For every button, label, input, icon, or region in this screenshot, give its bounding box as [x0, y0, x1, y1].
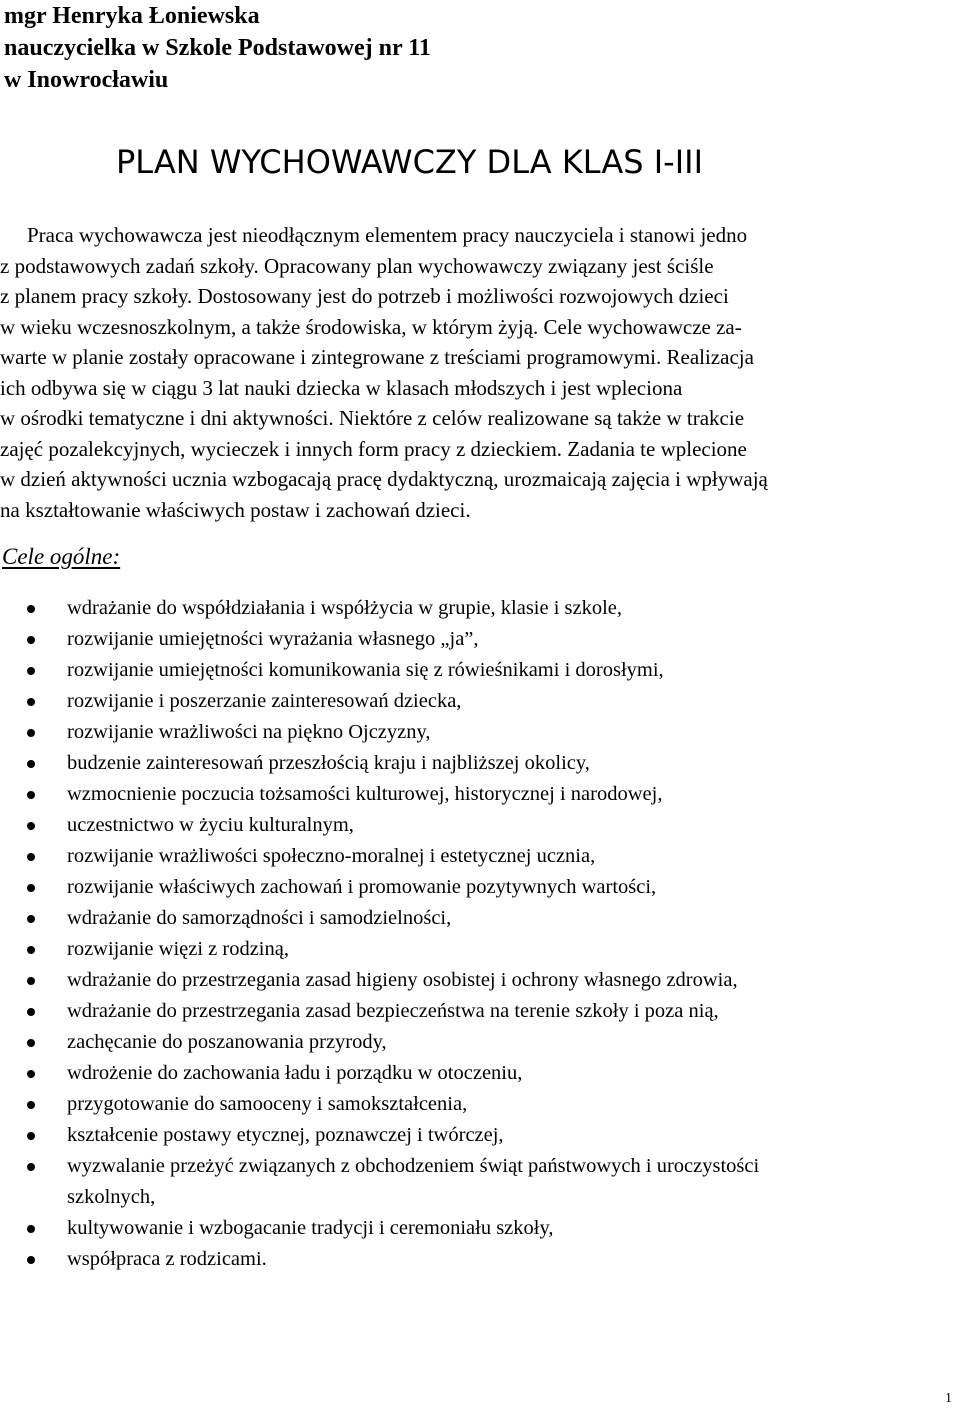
list-item: [0, 1058, 960, 1089]
bullet-icon: [27, 1070, 35, 1078]
list-item-text: wdrażanie do przestrzegania zasad bezpieczeństwa na terenie szkoły i poza nią,: [67, 1000, 719, 1022]
list-item-text: uczestnictwo w życiu kulturalnym,: [67, 814, 354, 836]
author-position: nauczycielka w Szkole Podstawowej nr 11: [4, 35, 431, 61]
list-item-text: przygotowanie do samooceny i samokształcenia,: [67, 1093, 468, 1115]
list-item: [0, 1213, 960, 1244]
bullet-icon: [27, 1256, 35, 1264]
list-item-text: wyzwalanie przeżyć związanych z obchodzeniem świąt państwowych i uroczystości: [67, 1155, 760, 1177]
list-item: [0, 872, 960, 903]
list-item-text: wdrażanie do przestrzegania zasad higieny osobistej i ochrony własnego zdrowia,: [67, 969, 738, 991]
bullet-icon: [27, 822, 35, 830]
intro-line: z podstawowych zadań szkoły. Opracowany plan wychowawczy związany jest ściśle: [0, 253, 714, 278]
intro-line: zajęć pozalekcyjnych, wycieczek i innych form pracy z dzieckiem. Zadania te wplecione: [0, 436, 747, 461]
bullet-icon: [27, 791, 35, 799]
bullet-icon: [27, 884, 35, 892]
bullet-icon: [27, 698, 35, 706]
intro-line: na kształtowanie właściwych postaw i zachowań dzieci.: [0, 497, 471, 522]
bullet-icon: [27, 977, 35, 985]
intro-line: z planem pracy szkoły. Dostosowany jest do potrzeb i możliwości rozwojowych dzieci: [0, 284, 729, 308]
list-item-text: rozwijanie więzi z rodziną,: [67, 938, 289, 960]
list-item: [0, 1244, 960, 1275]
list-item: [0, 1027, 960, 1058]
list-item: [0, 1151, 960, 1213]
list-item: [0, 655, 960, 686]
list-item-text: zachęcanie do poszanowania przyrody,: [67, 1031, 387, 1053]
bullet-icon: [27, 1132, 35, 1140]
list-item-text: rozwijanie wrażliwości na piękno Ojczyzny,: [67, 721, 431, 743]
bullet-icon: [27, 1163, 35, 1171]
list-item: [0, 593, 960, 624]
intro-line: Praca wychowawcza jest nieodłącznym elementem pracy nauczyciela i stanowi jedno: [27, 223, 748, 247]
list-item-text: rozwijanie wrażliwości społeczno-moralnej i estetycznej ucznia,: [67, 845, 596, 867]
list-item-text: kształcenie postawy etycznej, poznawczej i twórczej,: [67, 1124, 504, 1146]
list-item-text: wdrażanie do współdziałania i współżycia w grupie, klasie i szkole,: [67, 597, 623, 619]
bullet-icon: [27, 915, 35, 923]
list-item: [0, 1120, 960, 1151]
list-item: [0, 748, 960, 779]
page-number: 1: [945, 1391, 952, 1406]
bullet-icon: [27, 1039, 35, 1047]
list-item: [0, 717, 960, 748]
goals-list: [0, 593, 960, 1275]
list-item: [0, 903, 960, 934]
list-item: [0, 624, 960, 655]
bullet-icon: [27, 636, 35, 644]
list-item: [0, 686, 960, 717]
list-item-text: rozwijanie właściwych zachowań i promowanie pozytywnych wartości,: [67, 876, 657, 898]
intro-paragraph: [0, 220, 958, 525]
list-item-text: rozwijanie umiejętności komunikowania się z rówieśnikami i dorosłymi,: [67, 659, 664, 681]
list-item-continuation: szkolnych,: [67, 1186, 156, 1208]
bullet-icon: [27, 1225, 35, 1233]
list-item-text: kultywowanie i wzbogacanie tradycji i ceremoniału szkoły,: [67, 1217, 554, 1239]
bullet-icon: [27, 946, 35, 954]
intro-line: warte w planie zostały opracowane i zintegrowane z treściami programowymi. Realizacja: [0, 345, 754, 369]
intro-line: w dzień aktywności ucznia wzbogacają pracę dydaktyczną, urozmaicają zajęcia i wpływają: [0, 467, 768, 491]
list-item: [0, 1089, 960, 1120]
list-item-text: rozwijanie i poszerzanie zainteresowań dziecka,: [67, 690, 462, 712]
list-item: [0, 965, 960, 996]
list-item-text: wzmocnienie poczucia tożsamości kulturowej, historycznej i narodowej,: [67, 783, 663, 805]
list-item-text: współpraca z rodzicami.: [67, 1248, 267, 1270]
bullet-icon: [27, 1101, 35, 1109]
bullet-icon: [27, 760, 35, 768]
list-item-text: wdrożenie do zachowania ładu i porządku w otoczeniu,: [67, 1062, 523, 1084]
bullet-icon: [27, 853, 35, 861]
bullet-icon: [27, 1008, 35, 1016]
list-item: [0, 841, 960, 872]
list-item-text: budzenie zainteresowań przeszłością kraju i najbliższej okolicy,: [67, 752, 590, 774]
author-city: w Inowrocławiu: [4, 67, 169, 93]
list-item-text: wdrażanie do samorządności i samodzielności,: [67, 907, 452, 929]
goals-heading: Cele ogólne:: [2, 544, 121, 569]
list-item: [0, 996, 960, 1027]
list-item: [0, 934, 960, 965]
intro-line: w wieku wczesnoszkolnym, a także środowiska, w którym żyją. Cele wychowawcze za-: [0, 314, 742, 339]
list-item: [0, 810, 960, 841]
author-block: [4, 0, 431, 96]
author-name: mgr Henryka Łoniewska: [4, 3, 260, 29]
document-title: PLAN WYCHOWAWCZY DLA KLAS I-III: [116, 143, 704, 181]
list-item-text: rozwijanie umiejętności wyrażania własnego „ja”,: [67, 628, 479, 650]
bullet-icon: [27, 605, 35, 613]
list-item: [0, 779, 960, 810]
bullet-icon: [27, 667, 35, 675]
bullet-icon: [27, 729, 35, 737]
intro-line: w ośrodki tematyczne i dni aktywności. Niektóre z celów realizowane są także w trakcie: [0, 406, 745, 430]
intro-line: ich odbywa się w ciągu 3 lat nauki dziecka w klasach młodszych i jest wpleciona: [0, 375, 683, 400]
